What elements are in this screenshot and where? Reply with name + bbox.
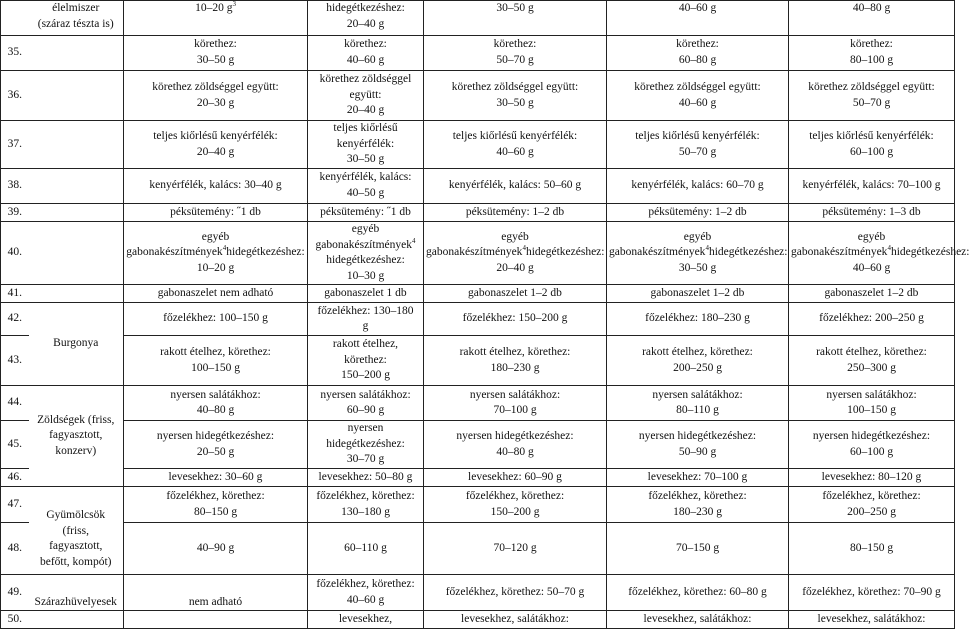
portion-cell: egyéb gabonakészítmények$^4$hidegétkezéshez: 30–50 g <box>607 222 789 285</box>
row-number: 46. <box>1 469 29 487</box>
food-category: Szárazhüvelyesek <box>29 575 124 611</box>
table-row <box>1 523 955 575</box>
table-row <box>1 303 955 336</box>
table-row <box>1 204 955 222</box>
table-row <box>1 71 955 121</box>
food-category <box>29 169 124 204</box>
portion-cell: 40–80 g <box>789 1 955 36</box>
portion-cell: egyéb gabonakészítmények$^4$hidegétkezéshez: 20–40 g <box>424 222 607 285</box>
food-category <box>29 222 124 285</box>
row-number: 48. <box>1 523 29 575</box>
row-number: 39. <box>1 204 29 222</box>
portion-cell: egyéb gabonakészítmények$^4$ hidegétkezéshez: 10–30 g <box>308 222 424 285</box>
portion-cell: levesekhez: 30–60 g <box>124 469 308 487</box>
food-category <box>29 285 124 303</box>
table-row <box>1 169 955 204</box>
portion-cell: hidegétkezéshez: 20–40 g <box>308 1 424 36</box>
row-number: 41. <box>1 285 29 303</box>
portion-cell: nyersen salátákhoz: 60–90 g <box>308 386 424 421</box>
portion-cell: gabonaszelet 1–2 db <box>789 285 955 303</box>
table-row <box>1 285 955 303</box>
portion-cell: gabonaszelet 1–2 db <box>424 285 607 303</box>
portion-cell: nyersen hidegétkezéshez: 60–100 g <box>789 421 955 469</box>
portion-cell: levesekhez: 60–90 g <box>424 469 607 487</box>
row-number <box>1 1 29 36</box>
portion-cell: teljes kiőrlésű kenyérfélék: 30–50 g <box>308 121 424 169</box>
portion-cell: nem adható <box>124 575 308 611</box>
portion-cell: egyéb gabonakészítmények$^4$hidegétkezéshez: 10–20 g <box>124 222 308 285</box>
table-row <box>1 121 955 169</box>
portion-cell: körethez zöldséggel együtt: 40–60 g <box>607 71 789 121</box>
portion-cell: péksütemény: ˝1 db <box>124 204 308 222</box>
portion-cell: gabonaszelet nem adható <box>124 285 308 303</box>
food-category <box>29 36 124 71</box>
portion-cell: körethez: 60–80 g <box>607 36 789 71</box>
portion-cell: rakott ételhez, körethez: 180–230 g <box>424 336 607 386</box>
portion-cell: főzelékhez: 150–200 g <box>424 303 607 336</box>
portion-cell: levesekhez, salátákhoz: <box>789 611 955 629</box>
portion-cell: teljes kiőrlésű kenyérfélék: 60–100 g <box>789 121 955 169</box>
row-number: 42. <box>1 303 29 336</box>
portion-cell: egyéb gabonakészítmények$^4$hidegétkezéshez: 40–60 g <box>789 222 955 285</box>
table-row <box>1 575 955 611</box>
portion-cell: főzelékhez, körethez: 80–150 g <box>124 487 308 523</box>
row-number: 50. <box>1 611 29 629</box>
row-number: 44. <box>1 386 29 421</box>
portion-cell: 80–150 g <box>789 523 955 575</box>
portion-cell: teljes kiőrlésű kenyérfélék: 40–60 g <box>424 121 607 169</box>
portion-cell: rakott ételhez, körethez: 250–300 g <box>789 336 955 386</box>
portion-cell: kenyérfélék, kalács: 50–60 g <box>424 169 607 204</box>
portion-cell: 40–60 g <box>607 1 789 36</box>
portion-cell: gabonaszelet 1–2 db <box>607 285 789 303</box>
portion-cell: 70–150 g <box>607 523 789 575</box>
food-category <box>29 71 124 121</box>
portion-cell: nyersen salátákhoz: 70–100 g <box>424 386 607 421</box>
food-category <box>29 204 124 222</box>
portion-cell: főzelékhez: 130–180 g <box>308 303 424 336</box>
row-number: 36. <box>1 71 29 121</box>
portion-cell: főzelékhez: 180–230 g <box>607 303 789 336</box>
food-category <box>29 611 124 629</box>
portion-cell: körethez: 30–50 g <box>124 36 308 71</box>
portion-cell: nyersen hidegétkezéshez: 20–50 g <box>124 421 308 469</box>
row-number: 40. <box>1 222 29 285</box>
portion-cell: főzelékhez, körethez: 200–250 g <box>789 487 955 523</box>
portion-cell: főzelékhez, körethez: 70–90 g <box>789 575 955 611</box>
table-row <box>1 611 955 629</box>
table-row <box>1 1 955 36</box>
portion-cell: péksütemény: 1–2 db <box>424 204 607 222</box>
portion-cell: főzelékhez, körethez: 130–180 g <box>308 487 424 523</box>
portion-cell: főzelékhez, körethez: 60–80 g <box>607 575 789 611</box>
portion-cell: főzelékhez: 200–250 g <box>789 303 955 336</box>
portion-cell: körethez zöldséggel együtt: 20–40 g <box>308 71 424 121</box>
row-number: 43. <box>1 336 29 386</box>
table-row <box>1 36 955 71</box>
table-row <box>1 222 955 285</box>
portion-cell: 60–110 g <box>308 523 424 575</box>
portion-cell: péksütemény: 1–3 db <box>789 204 955 222</box>
portion-cell: levesekhez: 80–120 g <box>789 469 955 487</box>
portion-cell: főzelékhez: 100–150 g <box>124 303 308 336</box>
food-category: Zöldségek (friss, fagyasztott, konzerv) <box>29 386 124 487</box>
portion-cell: körethez zöldséggel együtt: 50–70 g <box>789 71 955 121</box>
portion-cell: levesekhez, salátákhoz: <box>424 611 607 629</box>
food-category: Burgonya <box>29 303 124 386</box>
portion-cell: teljes kiőrlésű kenyérfélék: 20–40 g <box>124 121 308 169</box>
portion-cell: 30–50 g <box>424 1 607 36</box>
portion-cell: körethez zöldséggel együtt: 30–50 g <box>424 71 607 121</box>
portion-cell: rakott ételhez, körethez: 200–250 g <box>607 336 789 386</box>
portion-cell: nyersen hidegétkezéshez: 50–90 g <box>607 421 789 469</box>
portion-cell: kenyérfélék, kalács: 70–100 g <box>789 169 955 204</box>
portion-cell: péksütemény: 1–2 db <box>607 204 789 222</box>
table-row <box>1 487 955 523</box>
portion-cell: levesekhez, salátákhoz: <box>607 611 789 629</box>
portion-cell: gabonaszelet 1 db <box>308 285 424 303</box>
portion-cell <box>124 611 308 629</box>
row-number: 47. <box>1 487 29 523</box>
portion-cell: főzelékhez, körethez: 180–230 g <box>607 487 789 523</box>
portion-cell: nyersen hidegétkezéshez: 40–80 g <box>424 421 607 469</box>
row-number: 45. <box>1 421 29 469</box>
portion-cell: körethez zöldséggel együtt: 20–30 g <box>124 71 308 121</box>
portion-cell: levesekhez, <box>308 611 424 629</box>
portion-cell: nyersen salátákhoz: 100–150 g <box>789 386 955 421</box>
portion-cell: teljes kiőrlésű kenyérfélék: 50–70 g <box>607 121 789 169</box>
food-category <box>29 121 124 169</box>
row-number: 35. <box>1 36 29 71</box>
portion-cell: péksütemény: ˝1 db <box>308 204 424 222</box>
portion-cell: főzelékhez, körethez: 50–70 g <box>424 575 607 611</box>
portion-cell: levesekhez: 50–80 g <box>308 469 424 487</box>
row-number: 37. <box>1 121 29 169</box>
portion-cell: levesekhez: 70–100 g <box>607 469 789 487</box>
portion-cell: körethez: 50–70 g <box>424 36 607 71</box>
portion-cell: főzelékhez, körethez: 40–60 g <box>308 575 424 611</box>
portion-cell: 10–20 $g^3$ <box>124 1 308 36</box>
table-row <box>1 421 955 469</box>
row-number: 38. <box>1 169 29 204</box>
portion-cell: 40–90 g <box>124 523 308 575</box>
portion-cell: nyersen salátákhoz: 80–110 g <box>607 386 789 421</box>
portion-cell: körethez: 40–60 g <box>308 36 424 71</box>
portion-cell: körethez: 80–100 g <box>789 36 955 71</box>
table-row <box>1 336 955 386</box>
table-row <box>1 386 955 421</box>
portion-cell: rakott ételhez, körethez: 150–200 g <box>308 336 424 386</box>
portion-cell: kenyérfélék, kalács: 40–50 g <box>308 169 424 204</box>
portion-cell: kenyérfélék, kalács: 30–40 g <box>124 169 308 204</box>
portion-cell: nyersen salátákhoz: 40–80 g <box>124 386 308 421</box>
food-category: élelmiszer (száraz tészta is) <box>29 1 124 36</box>
portion-cell: főzelékhez, körethez: 150–200 g <box>424 487 607 523</box>
table-row <box>1 469 955 487</box>
portion-cell: 70–120 g <box>424 523 607 575</box>
portion-cell: kenyérfélék, kalács: 60–70 g <box>607 169 789 204</box>
row-number: 49. <box>1 575 29 611</box>
food-category: Gyümölcsök (friss, fagyasztott, befőtt, kompót) <box>29 487 124 575</box>
portion-cell: rakott ételhez, körethez: 100–150 g <box>124 336 308 386</box>
portion-cell: nyersen hidegétkezéshez: 30–70 g <box>308 421 424 469</box>
